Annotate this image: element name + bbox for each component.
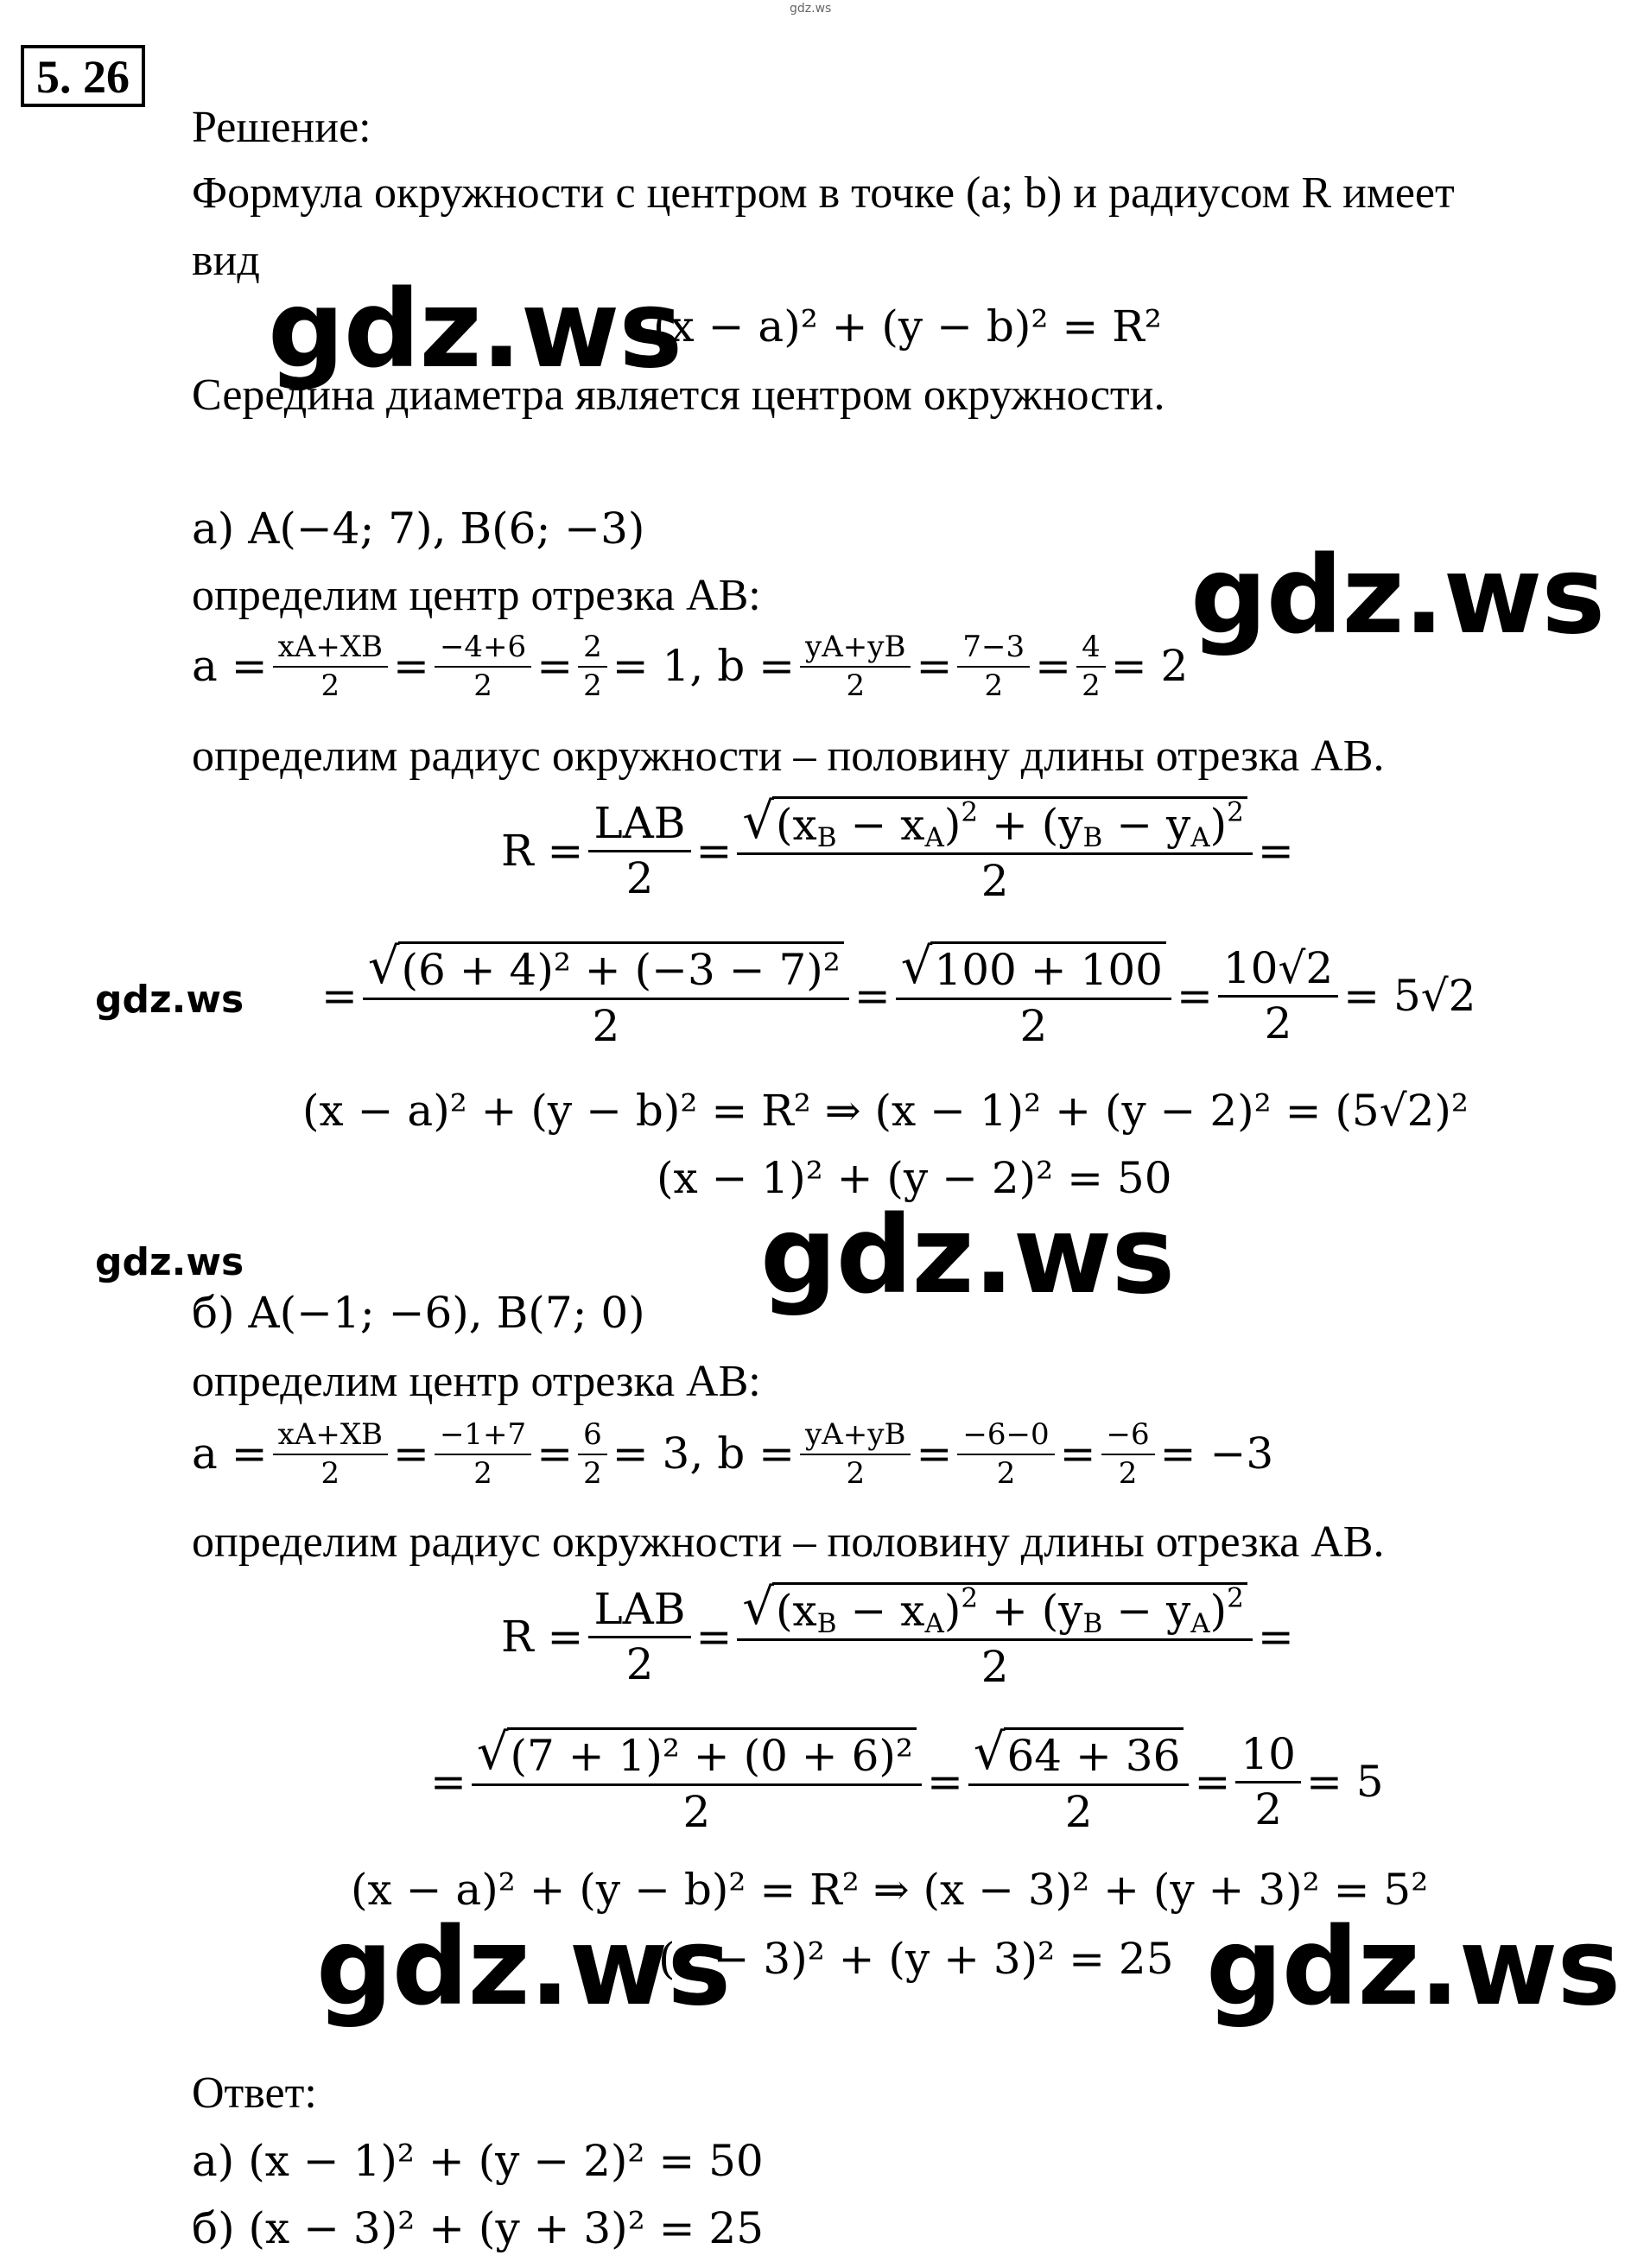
part-b-r2-frac-3: $\frac{10}{2}$ <box>1235 1730 1301 1835</box>
part-b-b-lhs: b = <box>717 1429 796 1479</box>
part-a-b-result: = 2 <box>1110 641 1189 692</box>
part-a-a-frac-3: $\frac{2}{2}$ <box>578 630 607 703</box>
part-a-center-heading: определим центр отрезка AB: <box>192 571 761 620</box>
part-a-r2-frac-1: √ (6 + 4)² + (−3 − 7)² 2 <box>363 941 849 1051</box>
watermark-2: gdz.ws <box>1190 534 1605 658</box>
part-a-a-frac-2: $\frac{-4+6}{2}$ <box>435 630 531 703</box>
watermark-6: gdz.ws <box>316 1905 731 2030</box>
part-b-points: б) A(−1; −6), B(7; 0) <box>192 1288 645 1338</box>
part-a-radius-calc: = √ (6 + 4)² + (−3 − 7)² 2 = √ 100 + 100 2 = $\frac{10√2}{2}$ = 5√2 <box>321 937 1476 1051</box>
watermark-5: gdz.ws <box>95 1240 244 1284</box>
answer-label: Ответ: <box>192 2068 317 2118</box>
part-b-equation-line: (x − a)² + (y − b)² = R² ⇒ (x − 3)² + (y + 3)² = 5² <box>351 1865 1429 1915</box>
formula-text-line-2: вид <box>192 236 260 285</box>
part-b-b-frac-1: $\frac{yA+yB}{2}$ <box>800 1418 911 1491</box>
part-a-r-sqrt-frac: √ $(x_B - x_A)^2 + (y_B - y_A)^2$ 2 <box>737 796 1252 906</box>
watermark-4: gdz.ws <box>760 1194 1175 1318</box>
part-a-b-frac-2: $\frac{7-3}{2}$ <box>957 630 1030 703</box>
part-a-r2-frac-2: √ 100 + 100 2 <box>896 941 1171 1051</box>
part-a-final-line: (x − 1)² + (y − 2)² = 50 <box>657 1153 1172 1203</box>
part-b-center-calc: a = $\frac{xA+XB}{2}$ = $\frac{-1+7}{2}$ = $\frac{6}{2}$ = 3, b = $\frac{yA+yB}{2}$ = $\frac{-6-0}{2}$ = $\frac{-6}{2}$ = −3 <box>192 1417 1274 1492</box>
part-a-equation-line: (x − a)² + (y − b)² = R² ⇒ (x − 1)² + (y − 2)² = (5√2)² <box>302 1086 1469 1136</box>
part-b-final-line: (x − 3)² + (y + 3)² = 25 <box>658 1934 1174 1984</box>
part-a-a-lhs: a = <box>192 641 268 692</box>
part-b-b-frac-3: $\frac{-6}{2}$ <box>1101 1418 1155 1491</box>
part-b-b-frac-2: $\frac{-6-0}{2}$ <box>957 1418 1054 1491</box>
part-b-r-sqrt-frac: √ $(x_B - x_A)^2 + (y_B - y_A)^2$ 2 <box>737 1582 1252 1692</box>
answer-a: а) (x − 1)² + (y − 2)² = 50 <box>192 2136 764 2186</box>
part-a-r-length-frac: $\frac{\text{LAB}}{2}$ <box>588 799 690 904</box>
center-note: Середина диаметра является центром окружности. <box>192 371 1165 420</box>
watermark-3: gdz.ws <box>95 978 244 1022</box>
solution-label: Решение: <box>192 103 371 152</box>
part-b-r2-frac-1: √ (7 + 1)² + (0 + 6)² 2 <box>472 1727 922 1837</box>
watermark-top: gdz.ws <box>790 2 832 16</box>
answer-b: б) (x − 3)² + (y + 3)² = 25 <box>192 2203 765 2253</box>
part-b-r2-frac-2: √ 64 + 36 2 <box>968 1727 1190 1837</box>
part-a-a-result: = 1, <box>612 641 704 692</box>
formula-text-line-1: Формула окружности с центром в точке (a; b) и радиусом R имеет <box>192 168 1455 218</box>
part-a-radius-heading: определим радиус окружности – половину длины отрезка AB. <box>192 732 1385 781</box>
part-b-a-frac-2: $\frac{-1+7}{2}$ <box>435 1418 531 1491</box>
problem-number-badge: 5. 26 <box>21 45 145 107</box>
part-b-a-result: = 3, <box>612 1429 704 1479</box>
part-a-b-frac-1: $\frac{yA+yB}{2}$ <box>800 630 911 703</box>
part-b-a-frac-1: $\frac{xA+XB}{2}$ <box>273 1418 388 1491</box>
part-a-points: а) A(−4; 7), B(6; −3) <box>192 504 645 554</box>
part-b-radius-heading: определим радиус окружности – половину длины отрезка AB. <box>192 1517 1385 1567</box>
part-b-radius-calc: = √ (7 + 1)² + (0 + 6)² 2 = √ 64 + 36 2 = $\frac{10}{2}$ = 5 <box>430 1723 1384 1837</box>
watermark-1: gdz.ws <box>268 268 682 392</box>
part-b-r-length-frac: $\frac{\text{LAB}}{2}$ <box>588 1585 690 1690</box>
watermark-7: gdz.ws <box>1206 1905 1621 2030</box>
part-a-a-frac-1: $\frac{xA+XB}{2}$ <box>273 630 388 703</box>
part-b-a-lhs: a = <box>192 1429 268 1479</box>
part-b-b-result: = −3 <box>1159 1429 1274 1479</box>
part-a-b-frac-3: $\frac{4}{2}$ <box>1076 630 1106 703</box>
part-b-radius-formula: R = $\frac{\text{LAB}}{2}$ = √ $(x_B - x_A)^2 + (y_B - y_A)^2$ 2 = <box>501 1578 1294 1692</box>
part-a-center-calc: a = $\frac{xA+XB}{2}$ = $\frac{-4+6}{2}$ = $\frac{2}{2}$ = 1, b = $\frac{yA+yB}{2}$ = $\frac{7-3}{2}$ = $\frac{4}{2}$ = 2 <box>192 630 1189 704</box>
part-b-a-frac-3: $\frac{6}{2}$ <box>578 1418 607 1491</box>
part-b-center-heading: определим центр отрезка AB: <box>192 1357 761 1406</box>
circle-formula: (x − a)² + (y − b)² = R² <box>653 301 1162 352</box>
part-a-b-lhs: b = <box>717 641 796 692</box>
part-a-r2-frac-3: $\frac{10√2}{2}$ <box>1218 944 1338 1049</box>
part-a-radius-formula: R = $\frac{\text{LAB}}{2}$ = √ $(x_B - x_A)^2 + (y_B - y_A)^2$ 2 = <box>501 792 1294 906</box>
